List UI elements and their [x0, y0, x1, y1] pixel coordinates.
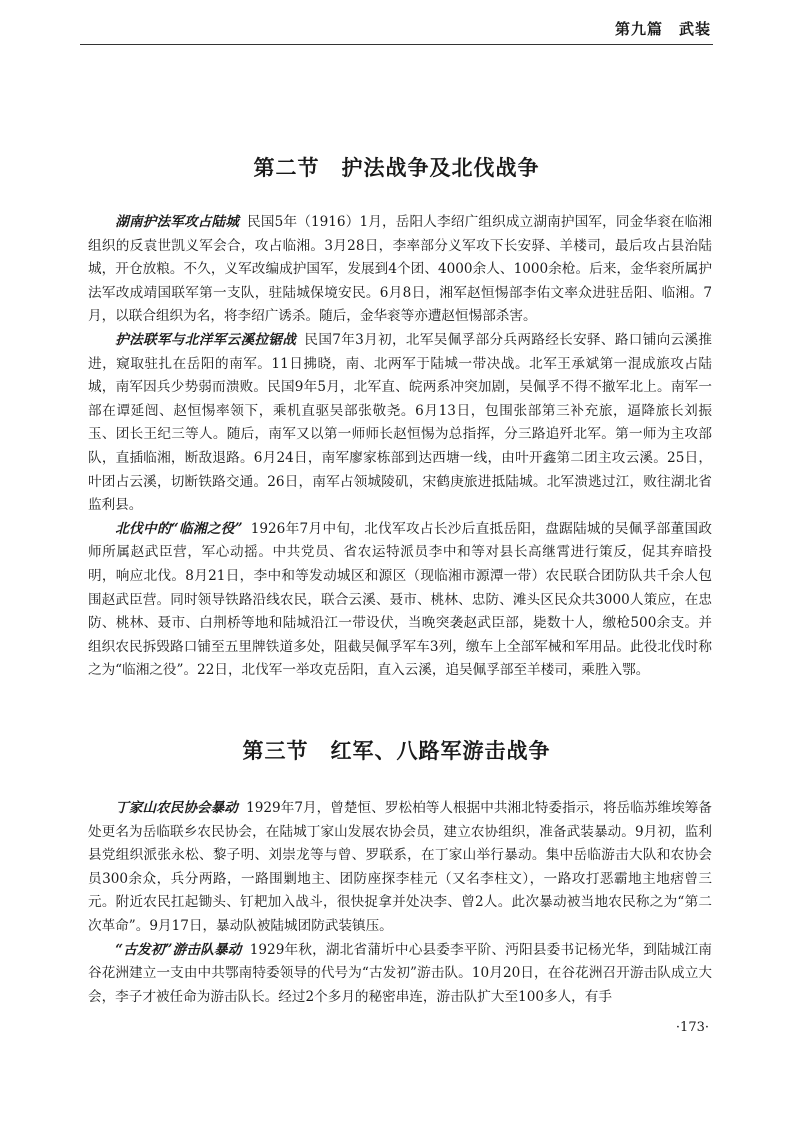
- section-body: [88, 797, 712, 1009]
- paragraph-text: 民国7年3月初，北军吴佩孚部分兵两路经长安驿、路口铺向云溪推进，窥取驻扎在岳阳的南军。11日拂晓，南、北两军于陆城一带决战。北军王承斌第一混成旅攻占陆城，南军因兵少势弱而溃败。民国9年5月，北军直、皖两系冲突加剧，吴佩孚不得不撤军北上。南军一部在谭延闿、赵恒惕率领下，乘机直驱吴部张敬尧。6月13日，包围张部第三补充旅，逼降旅长刘振玉、团长王纪三等人。随后，南军又以第一师师长赵恒惕为总指挥，分三路追歼北军。第一师为主攻部队，直插临湘，断敌退路。6月24日，南军廖家栋部到达西塘一线，由叶开鑫第二团主攻云溪。25日，叶团占云溪，切断铁路交通。26日，南军占领城陵矶，宋鹤庚旅进抵陆城。北军溃逃过江，败往湖北省监利县。: [88, 331, 713, 514]
- paragraph-lead: 湖南护法军攻占陆城: [115, 214, 239, 230]
- running-head: 第九篇 武装: [614, 20, 711, 38]
- paragraph-text: 1926年7月中旬，北伐军攻占长沙后直抵岳阳，盘踞陆城的吴佩孚部董国政师所属赵武臣营，军心动摇。中共党员、省农运特派员李中和等对县长高继霄进行策反，促其弃暗投明，响应北伐。8月21日，李中和等发动城区和源区（现临湘市源潭一带）农民联合团防队共千余人包围赵武臣营。同时领导铁路沿线农民，联合云溪、聂市、桃林、忠防、滩头区民众共3000人策应，在忠防、桃林、聂市、白荆桥等地和陆城沿江一带设伏，当晚突袭赵武臣部，毙数十人，缴枪500余支。并组织农民拆毁路口铺至五里牌铁道多处，阻截吴佩孚军车3列，缴车上全部军械和军用品。此役北伐时称之为“临湘之役”。22日，北伐军一举攻克岳阳，直入云溪，追吴佩孚部至羊楼司，乘胜入鄂。: [88, 520, 712, 679]
- paragraph-text: 1929年秋，湖北省蒲圻中心县委李平阶、沔阳县委书记杨光华，到陆城江南谷花洲建立一支由中共鄂南特委领导的代号为“古发初”游击队。10月20日，在谷花洲召开游击队成立大会，李子才被任命为游击队长。经过2个多月的秘密串连，游击队扩大至100多人，有手: [88, 941, 712, 1005]
- page-number: ·173·: [675, 1020, 709, 1035]
- section-body: [88, 211, 712, 683]
- paragraph: [88, 797, 712, 939]
- paragraph: [88, 939, 712, 1010]
- paragraph: [88, 518, 712, 683]
- section-title: 第二节 护法战争及北伐战争: [253, 156, 540, 180]
- paragraph-text: 1929年7月，曾楚恒、罗松柏等人根据中共湘北特委指示，将岳临苏维埃筹备处更名为岳临联乡农民协会，在陆城丁家山发展农协会员，建立农协组织，准备武装暴动。9月初，监利县党组织派张永松、黎子明、刘崇龙等与曾、罗联系，在丁家山举行暴动。集中岳临游击大队和农协会员300余众，兵分两路，一路围剿地主、团防座探李桂元（又名李柱文），一路攻打恶霸地主地痞曾三元。附近农民扛起锄头、钉耙加入战斗，很快捉拿并处决李、曾2人。此次暴动被当地农民称之为“第二次革命”。9月17日，暴动队被陆城团防武装镇压。: [88, 800, 713, 934]
- paragraph: [88, 329, 712, 518]
- paragraph-lead: 北伐中的“临湘之役”: [115, 520, 243, 537]
- paragraph-lead: “古发初”游击队暴动: [115, 941, 242, 958]
- paragraph-lead: 护法联军与北洋军云溪拉锯战: [115, 331, 297, 348]
- header-rule: [80, 44, 713, 45]
- paragraph-lead: 丁家山农民协会暴动: [115, 800, 238, 816]
- paragraph-text: 民国5年（1916）1月，岳阳人李绍广组织成立湖南护国军，同金华衮在临湘组织的反袁世凯义军会合，攻占临湘。3月28日，李率部分义军攻下长安驿、羊楼司，最后攻占县治陆城，开仓放粮。不久，义军改编成护国军，发展到4个团、4000余人、1000余枪。后来，金华衮所属护法军改成靖国联军第一支队，驻陆城保境安民。6月8日，湘军赵恒惕部李佑文率众进驻岳阳、临湘。7月，以联合组织为名，将李绍广诱杀。随后，金华衮等亦遭赵恒惕部杀害。: [88, 214, 713, 325]
- paragraph: [88, 211, 712, 329]
- section-title: 第三节 红军、八路军游击战争: [242, 739, 551, 763]
